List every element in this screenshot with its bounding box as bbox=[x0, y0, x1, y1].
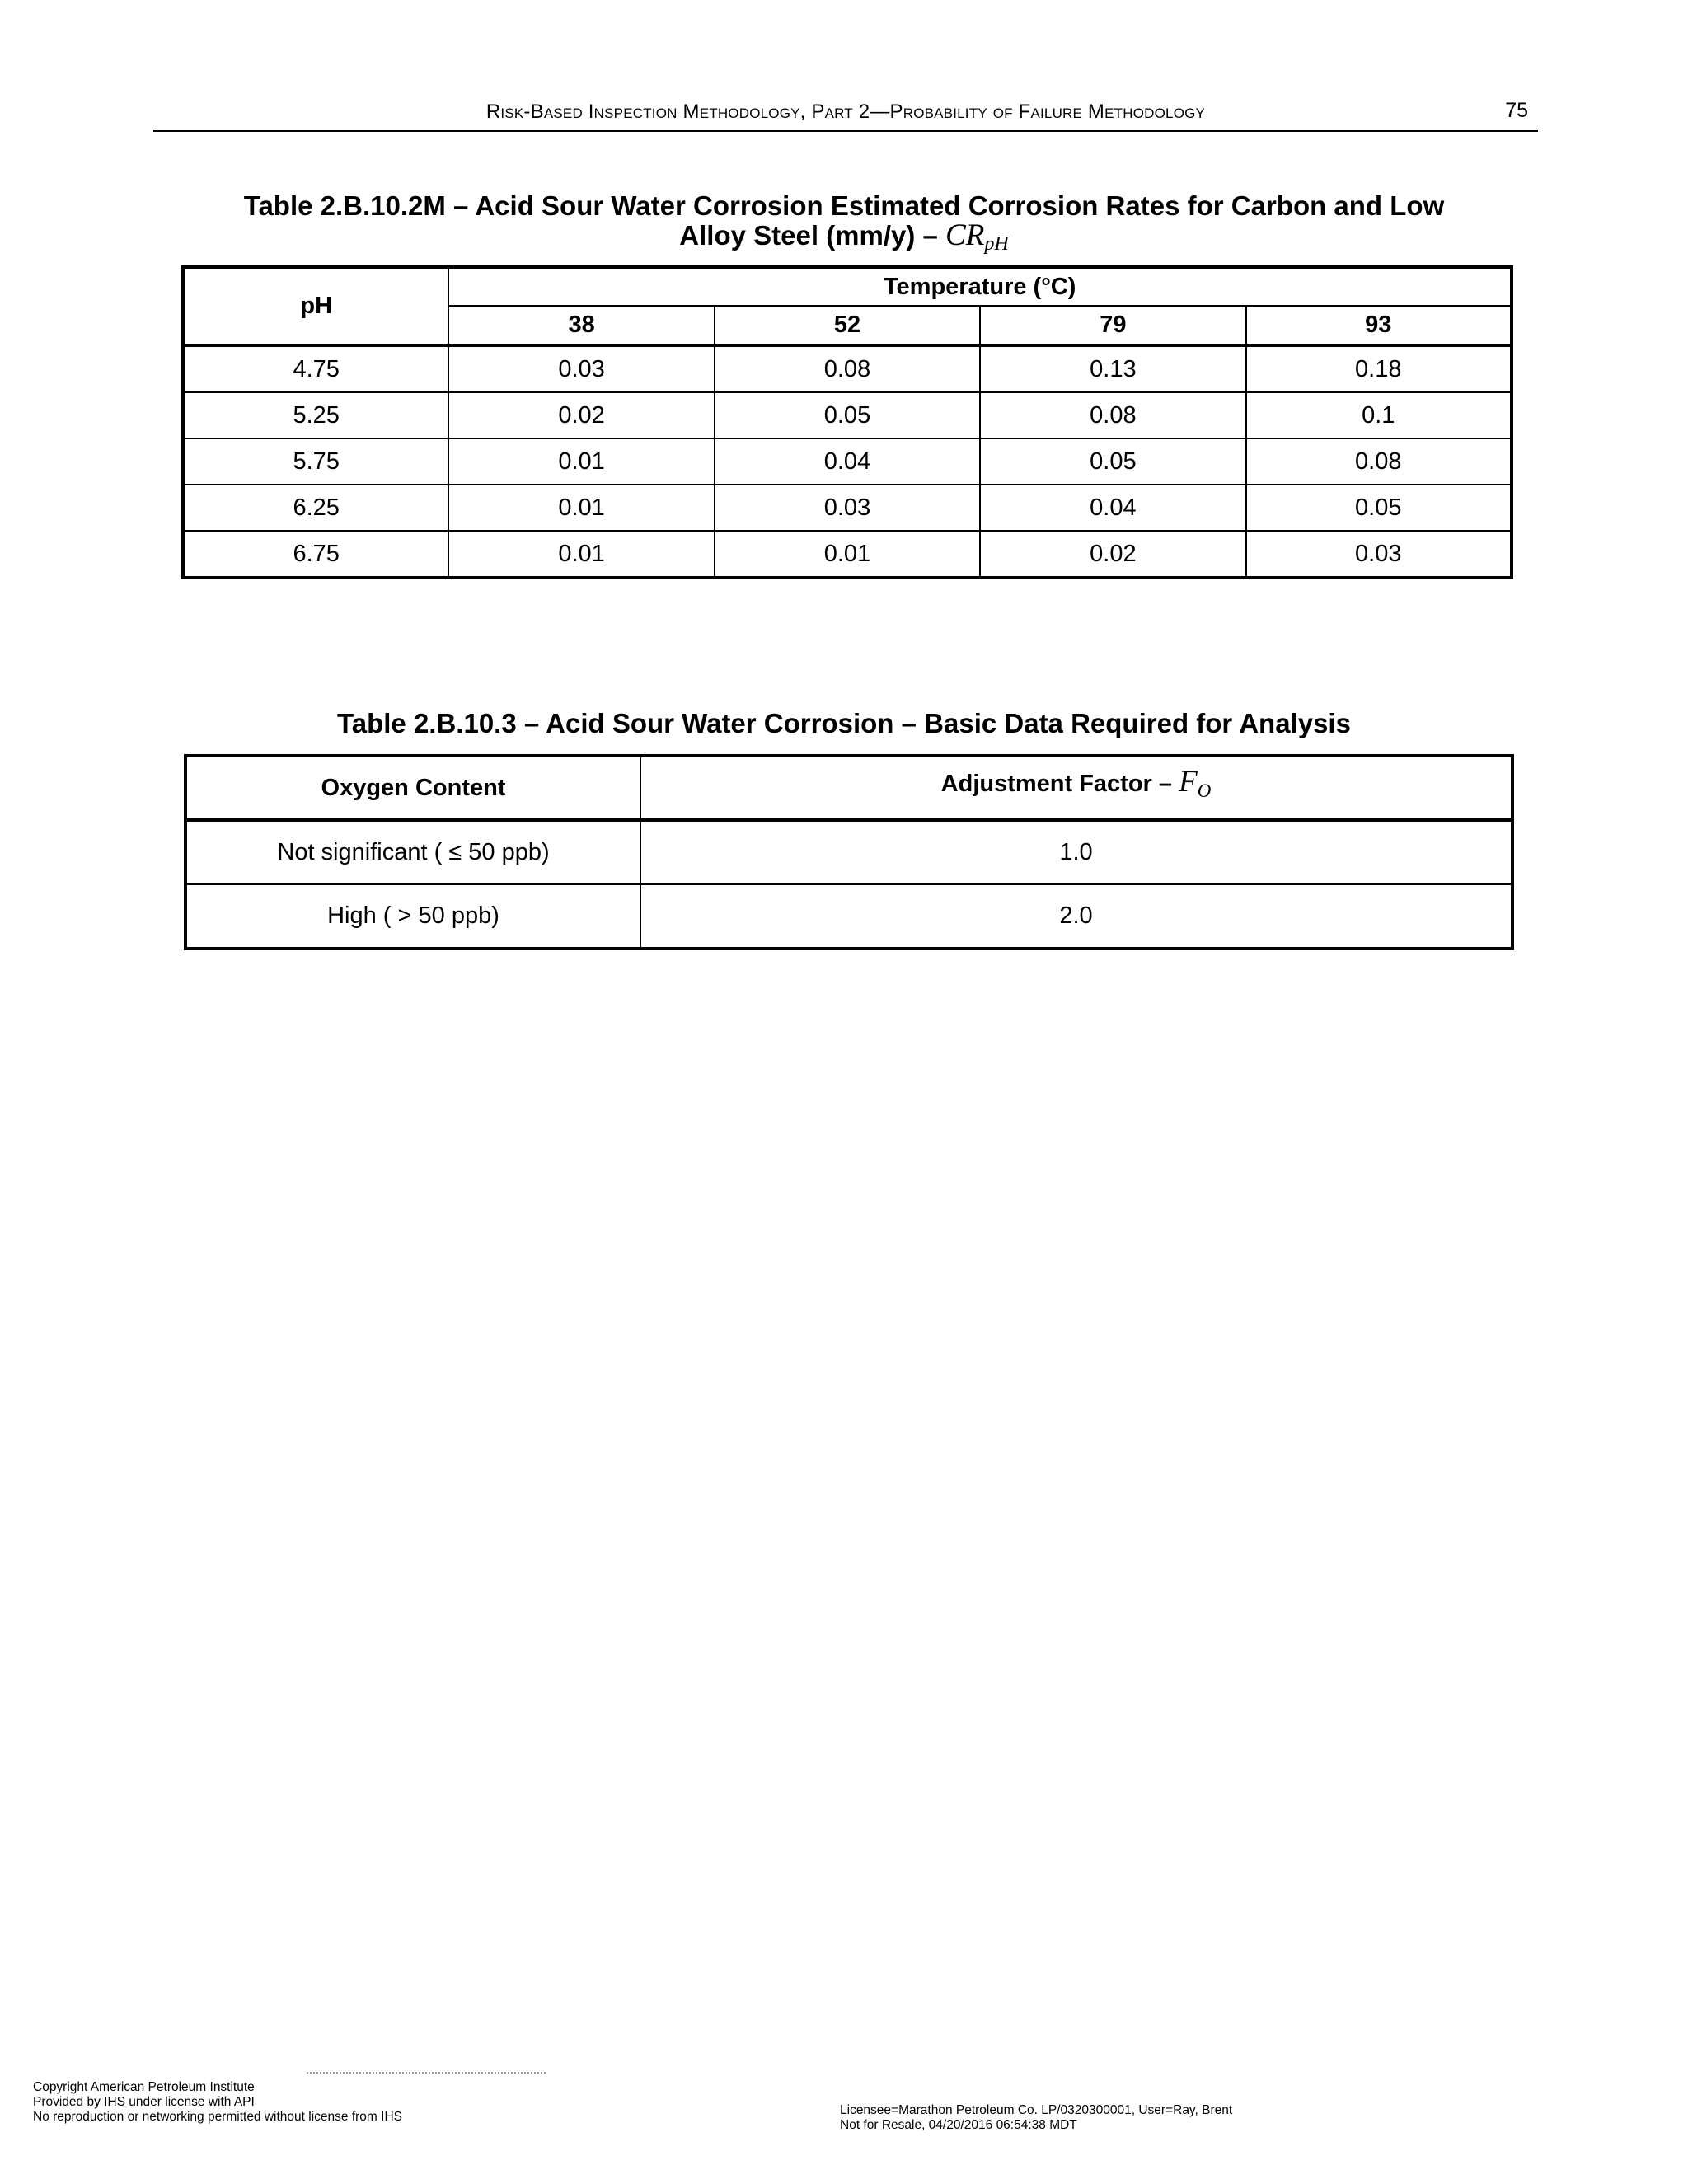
temperature-col-header: 79 bbox=[980, 306, 1245, 345]
symbol-cr: CR bbox=[945, 218, 985, 252]
rate-cell: 0.18 bbox=[1246, 345, 1512, 392]
ph-cell: 6.25 bbox=[183, 485, 448, 531]
table-row bbox=[183, 531, 1512, 578]
footer-line: Licensee=Marathon Petroleum Co. LP/0320300001, User=Ray, Brent bbox=[840, 2103, 1233, 2117]
symbol-ph-subscript: pH bbox=[984, 233, 1009, 255]
table1-caption-line1: Table 2.B.10.2M – Acid Sour Water Corrosion Estimated Corrosion Rates for Carbon and Low bbox=[243, 190, 1445, 221]
running-title: Risk-Based Inspection Methodology, Part 2—Probability of Failure Methodology bbox=[485, 101, 1206, 123]
table-row bbox=[183, 345, 1512, 392]
footer-line: Copyright American Petroleum Institute bbox=[33, 2080, 255, 2094]
ph-cell: 4.75 bbox=[183, 345, 448, 392]
oxygen-adjustment-table bbox=[184, 754, 1514, 950]
rate-cell: 0.01 bbox=[448, 485, 714, 531]
table-row bbox=[183, 438, 1512, 485]
temperature-col-header: 38 bbox=[448, 306, 714, 345]
rate-cell: 0.03 bbox=[448, 345, 714, 392]
footer-line: Not for Resale, 04/20/2016 06:54:38 MDT bbox=[840, 2118, 1077, 2132]
page-number: 75 bbox=[1505, 99, 1528, 122]
rate-cell: 0.1 bbox=[1246, 392, 1512, 438]
rate-cell: 0.05 bbox=[1246, 485, 1512, 531]
table-row bbox=[185, 884, 1512, 949]
rate-cell: 0.01 bbox=[448, 438, 714, 485]
corrosion-rate-table bbox=[181, 265, 1513, 579]
oxygen-content-cell: Not significant ( ≤ 50 ppb) bbox=[185, 820, 640, 884]
table1-caption-symbol bbox=[945, 218, 1009, 255]
rate-cell: 0.02 bbox=[448, 392, 714, 438]
oxygen-content-header: Oxygen Content bbox=[185, 756, 640, 820]
table-row bbox=[183, 485, 1512, 531]
scan-artifact bbox=[307, 2072, 546, 2077]
footer-line: No reproduction or networking permitted without license from IHS bbox=[33, 2110, 402, 2124]
ph-cell: 5.75 bbox=[183, 438, 448, 485]
symbol-f: F bbox=[1179, 765, 1198, 799]
copyright-footer bbox=[33, 2080, 402, 2125]
table1-caption bbox=[181, 191, 1507, 259]
rate-cell: 0.04 bbox=[715, 438, 980, 485]
rate-cell: 0.03 bbox=[1246, 531, 1512, 578]
temperature-header: Temperature (°C) bbox=[448, 267, 1512, 306]
rate-cell: 0.05 bbox=[980, 438, 1245, 485]
table1-caption-line2 bbox=[181, 218, 1507, 259]
table-row bbox=[185, 820, 1512, 884]
table-row bbox=[183, 392, 1512, 438]
rate-cell: 0.01 bbox=[448, 531, 714, 578]
ph-cell: 5.25 bbox=[183, 392, 448, 438]
ph-column-header: pH bbox=[183, 267, 448, 345]
table1-caption-text: Alloy Steel (mm/y) – bbox=[679, 220, 938, 251]
rate-cell: 0.04 bbox=[980, 485, 1245, 531]
rate-cell: 0.05 bbox=[715, 392, 980, 438]
rate-cell: 0.02 bbox=[980, 531, 1245, 578]
rate-cell: 0.01 bbox=[715, 531, 980, 578]
symbol-o-subscript: O bbox=[1197, 780, 1212, 801]
adjustment-factor-cell: 2.0 bbox=[640, 884, 1512, 949]
temperature-col-header: 52 bbox=[715, 306, 980, 345]
temperature-col-header: 93 bbox=[1246, 306, 1512, 345]
rate-cell: 0.08 bbox=[715, 345, 980, 392]
adjustment-factor-header bbox=[640, 756, 1512, 820]
adjustment-factor-header-content bbox=[941, 764, 1212, 802]
rate-cell: 0.08 bbox=[1246, 438, 1512, 485]
license-footer bbox=[840, 2103, 1232, 2133]
adjustment-factor-symbol bbox=[1179, 765, 1211, 799]
rate-cell: 0.13 bbox=[980, 345, 1245, 392]
rate-cell: 0.08 bbox=[980, 392, 1245, 438]
oxygen-content-cell: High ( > 50 ppb) bbox=[185, 884, 640, 949]
rate-cell: 0.03 bbox=[715, 485, 980, 531]
ph-cell: 6.75 bbox=[183, 531, 448, 578]
adjustment-factor-label: Adjustment Factor – bbox=[940, 771, 1173, 797]
footer-line: Provided by IHS under license with API bbox=[33, 2095, 255, 2109]
adjustment-factor-cell: 1.0 bbox=[640, 820, 1512, 884]
page-header bbox=[153, 97, 1538, 132]
table2-caption: Table 2.B.10.3 – Acid Sour Water Corrosion – Basic Data Required for Analysis bbox=[337, 708, 1351, 738]
